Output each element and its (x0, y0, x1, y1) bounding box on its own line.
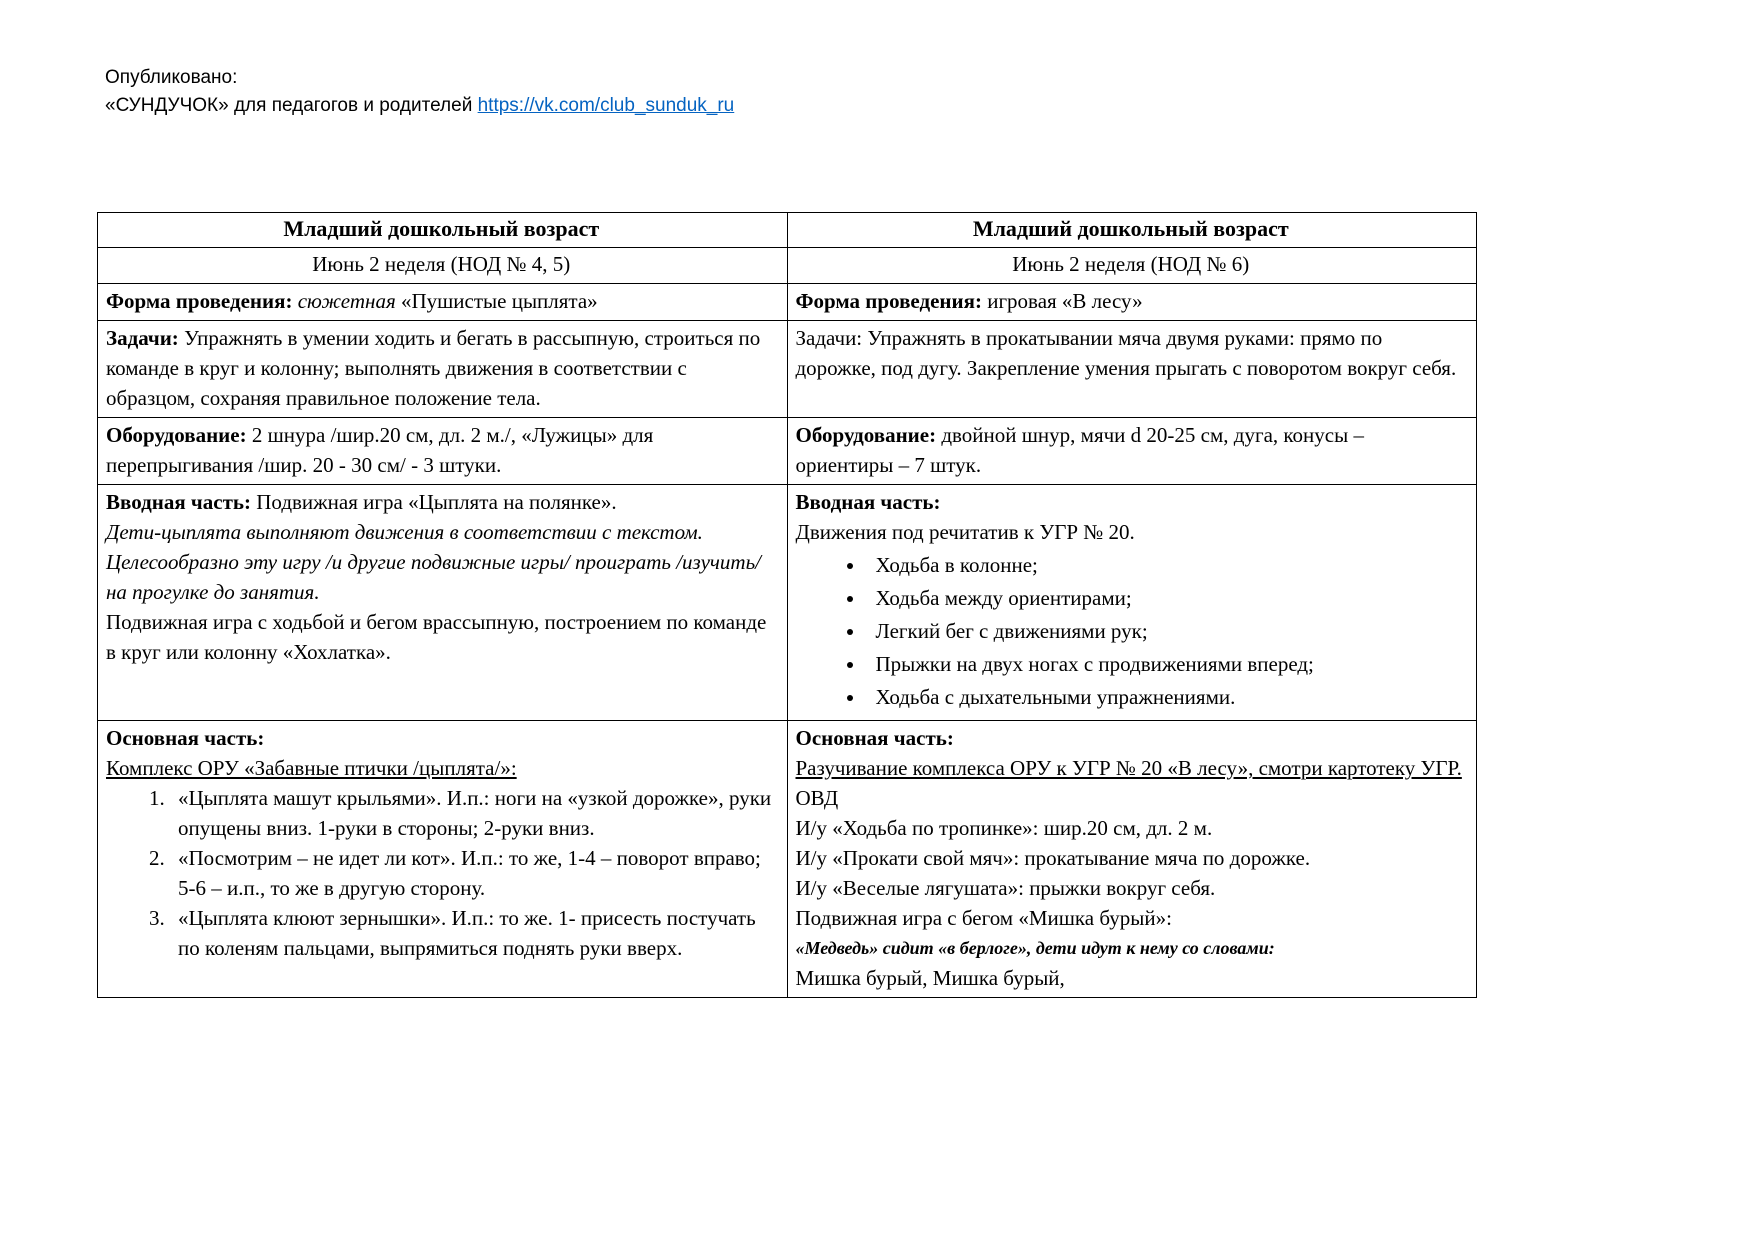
left-tasks-cell (98, 321, 788, 418)
right-main-line: И/у «Прокати свой мяч»: прокатывание мяча по дорожке. (795, 846, 1311, 870)
right-main-line: Подвижная игра с бегом «Мишка бурый»: (795, 906, 1172, 930)
right-intro-cell (787, 485, 1477, 721)
list-item: • Легкий бег с движениями рук; (866, 616, 1467, 646)
left-main-subtitle-wrap (106, 753, 777, 783)
left-main-cell (98, 721, 788, 998)
left-tasks-label: Задачи: (106, 326, 179, 350)
right-main-subtitle: Разучивание комплекса ОРУ к УГР № 20 «В лесу», смотри картотеку УГР. (795, 756, 1462, 780)
right-main-line: И/у «Веселые лягушата»: прыжки вокруг себя. (795, 876, 1216, 900)
left-intro-cell (98, 485, 788, 721)
left-intro-text2: Подвижная игра с ходьбой и бегом врассыпную, построением по команде в круг или колонну «Хохлатка». (106, 610, 767, 664)
right-tasks-cell (787, 321, 1477, 418)
list-item: 2. «Посмотрим – не идет ли кот». И.п.: то же, 1-4 – поворот вправо; 5-6 – и.п., то же в другую сторону. (170, 843, 777, 903)
left-title: Младший дошкольный возраст (98, 213, 788, 248)
left-equipment-text: 2 шнура /шир.20 см, дл. 2 м./, «Лужицы» для перепрыгивания /шир. 20 - 30 см/ - 3 штуки. (106, 423, 654, 477)
intro-row (98, 485, 1477, 721)
published-header (105, 64, 734, 120)
week-row (98, 248, 1477, 284)
right-equipment-label: Оборудование: (795, 423, 937, 447)
left-week: Июнь 2 неделя (НОД № 4, 5) (98, 248, 788, 284)
right-title: Младший дошкольный возраст (787, 213, 1477, 248)
left-intro-text1: Подвижная игра «Цыплята на полянке». (256, 490, 617, 514)
right-form-label: Форма проведения: (795, 289, 982, 313)
left-form-type: сюжетная (297, 289, 396, 313)
left-equipment-label: Оборудование: (106, 423, 247, 447)
left-form-name: «Пушистые цыплята» (400, 289, 598, 313)
right-tasks-text: Задачи: Упражнять в прокатывании мяча двумя руками: прямо по дорожке, под дугу. Закрепление умения прыгать с поворотом вокруг себя. (795, 326, 1457, 380)
right-intro-label: Вводная часть: (795, 490, 941, 514)
list-item: 1. «Цыплята машут крыльями». И.п.: ноги на «узкой дорожке», руки опущены вниз. 1-руки в стороны; 2-руки вниз. (170, 783, 777, 843)
right-intro-bullet-list (796, 550, 1467, 712)
form-row (98, 284, 1477, 321)
tasks-row (98, 321, 1477, 418)
list-item: • Ходьба с дыхательными упражнениями. (866, 682, 1467, 712)
left-main-label: Основная часть: (106, 726, 265, 750)
list-item: • Ходьба в колонне; (866, 550, 1467, 580)
right-main-tail: Мишка бурый, Мишка бурый, (795, 966, 1065, 990)
left-form-cell (98, 284, 788, 321)
right-main-line: ОВД (795, 786, 839, 810)
list-item: 3. «Цыплята клюют зернышки». И.п.: то же. 1- присесть постучать по коленям пальцами, выпрямиться поднять руки вверх. (170, 903, 777, 963)
left-equipment-cell (98, 418, 788, 485)
published-label: Опубликовано: (105, 67, 238, 88)
right-equipment-text: двойной шнур, мячи d 20-25 см, дуга, конусы – ориентиры – 7 штук. (795, 423, 1364, 477)
lesson-plan-table (97, 212, 1477, 998)
published-audience: «СУНДУЧОК» для педагогов и родителей (105, 95, 478, 116)
published-line (105, 92, 734, 120)
right-equipment-cell (787, 418, 1477, 485)
right-form-cell (787, 284, 1477, 321)
left-form-label: Форма проведения: (106, 289, 293, 313)
right-main-label: Основная часть: (795, 726, 954, 750)
main-row (98, 721, 1477, 998)
right-main-subtitle-wrap (796, 753, 1467, 783)
list-item: • Ходьба между ориентирами; (866, 583, 1467, 613)
right-main-cell (787, 721, 1477, 998)
left-intro-note: Дети-цыплята выполняют движения в соответствии с текстом. Целесообразно эту игру /и другие подвижные игры/ проиграть /изучить/ на прогулке до занятия. (106, 520, 761, 604)
left-intro-opening (106, 487, 777, 517)
right-intro-lead: Движения под речитатив к УГР № 20. (795, 520, 1135, 544)
right-main-line: И/у «Ходьба по тропинке»: шир.20 см, дл. 2 м. (795, 816, 1213, 840)
left-intro-label: Вводная часть: (106, 490, 252, 514)
list-item: • Прыжки на двух ногах с продвижениями вперед; (866, 649, 1467, 679)
right-main-note: «Медведь» сидит «в берлоге», дети идут к нему со словами: (795, 938, 1275, 958)
equipment-row (98, 418, 1477, 485)
right-week: Июнь 2 неделя (НОД № 6) (787, 248, 1477, 284)
vk-link[interactable]: https://vk.com/club_sunduk_ru (477, 95, 735, 116)
right-form-rest: игровая «В лесу» (987, 289, 1143, 313)
title-row (98, 213, 1477, 248)
left-main-exercise-list (106, 783, 777, 963)
left-main-subtitle: Комплекс ОРУ «Забавные птички /цыплята/»: (106, 756, 517, 780)
left-tasks-text: Упражнять в умении ходить и бегать в рассыпную, строиться по команде в круг и колонну; выполнять движения в соответствии с образцом, сохраняя правильное положение тела. (106, 326, 761, 410)
